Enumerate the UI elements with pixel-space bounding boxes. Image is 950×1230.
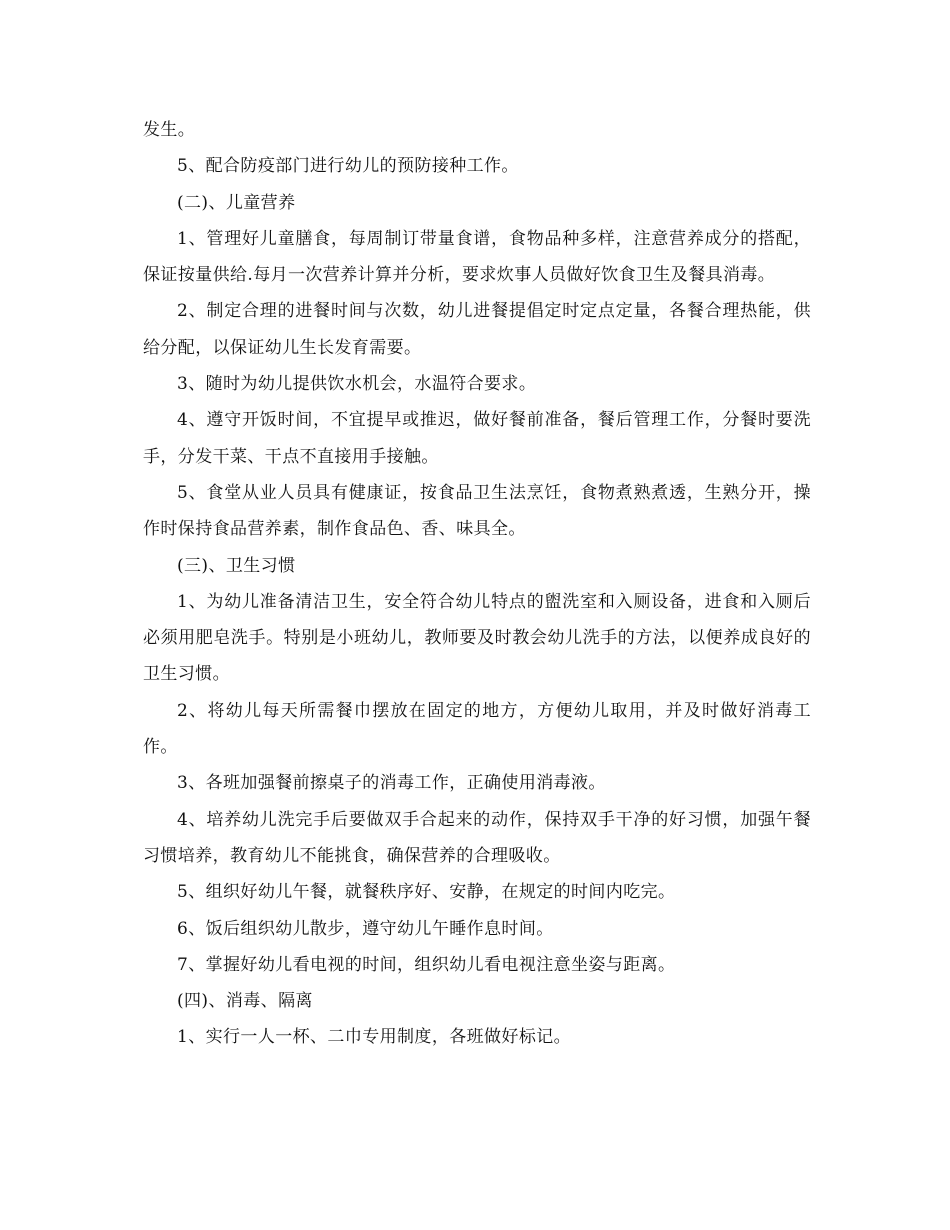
paragraph-item: 7、掌握好幼儿看电视的时间，组织幼儿看电视注意坐姿与距离。 — [177, 954, 676, 975]
paragraph-item: 4、遵守开饭时间，不宜提早或推迟，做好餐前准备，餐后管理工作，分餐时要洗手，分发干菜、干点不直接用手接触。 — [143, 410, 811, 467]
paragraph-item: 3、随时为幼儿提供饮水机会，水温符合要求。 — [177, 374, 537, 395]
section-heading-nutrition: (二)、儿童营养 — [177, 192, 296, 213]
section-heading-hygiene-habits: (三)、卫生习惯 — [177, 555, 296, 576]
paragraph-continuation: 发生。 — [143, 120, 196, 140]
paragraph-item: 2、制定合理的进餐时间与次数，幼儿进餐提倡定时定点定量，各餐合理热能，供给分配，以保证幼儿生长发育需要。 — [143, 301, 811, 358]
paragraph-item: 5、食堂从业人员具有健康证，按食品卫生法烹饪，食物煮熟煮透，生熟分开，操作时保持食品营养素，制作食品色、香、味具全。 — [143, 482, 811, 540]
paragraph-item: 5、配合防疫部门进行幼儿的预防接种工作。 — [177, 156, 519, 177]
paragraph-item: 1、为幼儿准备清洁卫生，安全符合幼儿特点的盥洗室和入厕设备，进食和入厕后必须用肥皂洗手。特别是小班幼儿，教师要及时教会幼儿洗手的方法，以便养成良好的卫生习惯。 — [143, 591, 811, 685]
paragraph-item: 5、组织好幼儿午餐，就餐秩序好、安静，在规定的时间内吃完。 — [177, 882, 676, 903]
paragraph-item: 4、培养幼儿洗完手后要做双手合起来的动作，保持双手干净的好习惯，加强午餐习惯培养，教育幼儿不能挑食，确保营养的合理吸收。 — [143, 809, 811, 866]
document-body — [143, 112, 811, 1056]
paragraph-item: 1、管理好儿童膳食，每周制订带量食谱，食物品种多样，注意营养成分的搭配，保证按量供给.每月一次营养计算并分析，要求炊事人员做好饮食卫生及餐具消毒。 — [143, 228, 811, 286]
section-heading-disinfection: (四)、消毒、隔离 — [177, 991, 313, 1012]
paragraph-item: 2、将幼儿每天所需餐巾摆放在固定的地方，方便幼儿取用，并及时做好消毒工作。 — [143, 700, 811, 758]
paragraph-item: 6、饭后组织幼儿散步，遵守幼儿午睡作息时间。 — [177, 918, 554, 939]
paragraph-item: 1、实行一人一杯、二巾专用制度，各班做好标记。 — [177, 1027, 572, 1048]
paragraph-item: 3、各班加强餐前擦桌子的消毒工作，正确使用消毒液。 — [177, 773, 606, 794]
